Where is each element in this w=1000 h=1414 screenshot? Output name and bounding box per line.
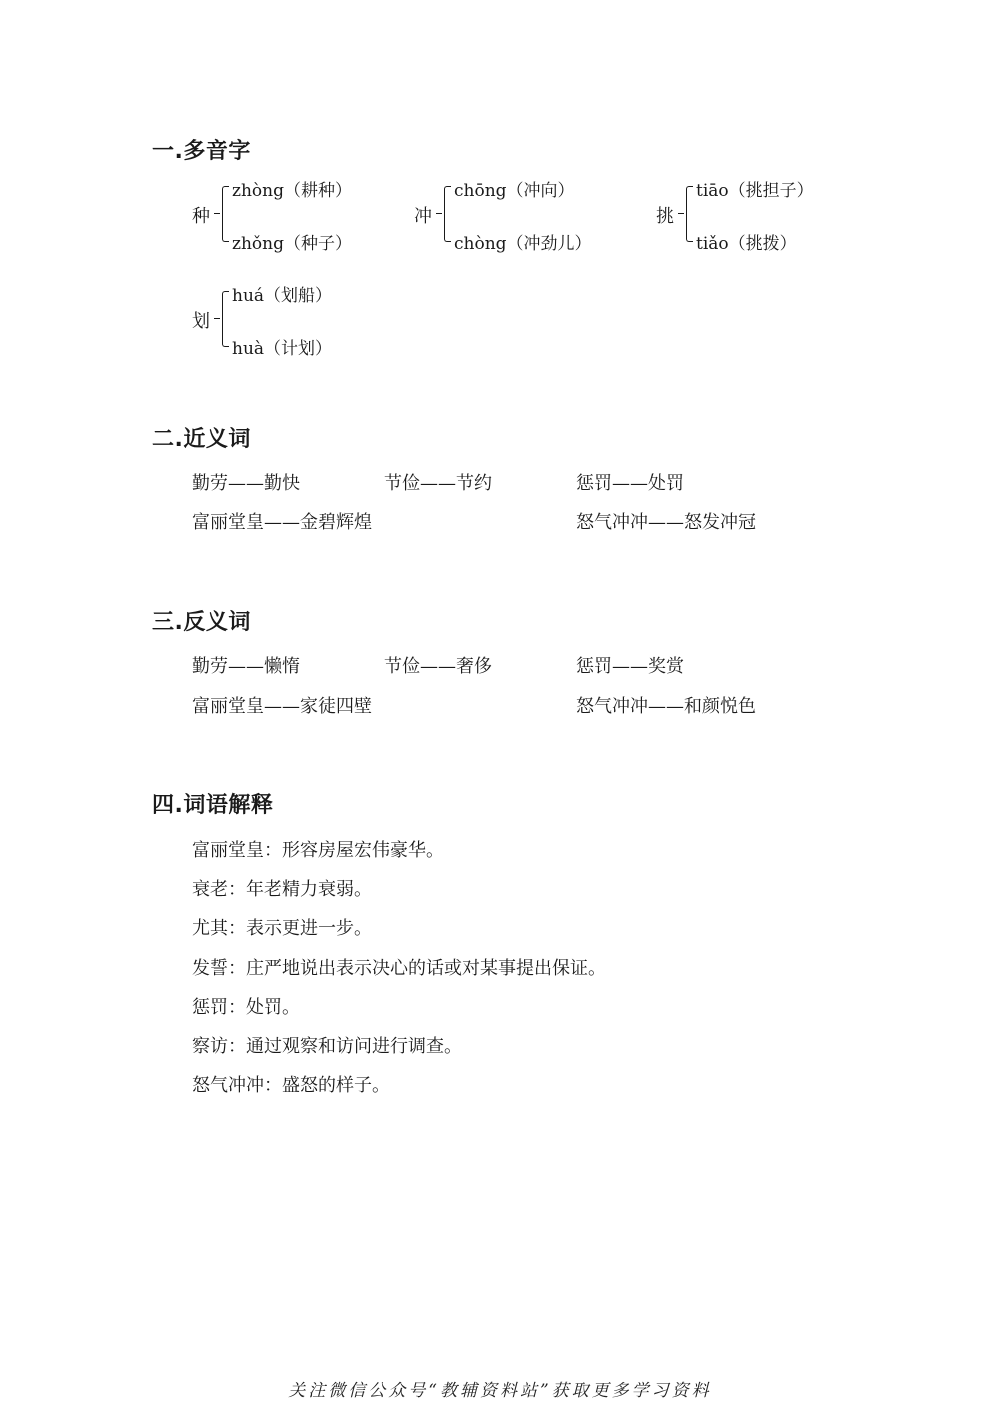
section-heading-polyphonic: 一.多音字 <box>152 139 251 164</box>
antonym-pair: 节俭——奢侈 <box>384 656 492 677</box>
bracket <box>222 291 229 347</box>
bracket-tick <box>214 318 220 319</box>
definition-item: 察访：通过观察和访问进行调查。 <box>192 1036 462 1057</box>
polyphonic-char: 划 <box>192 311 210 332</box>
antonym-pair: 惩罚——奖赏 <box>576 656 684 677</box>
synonym-pair: 勤劳——勤快 <box>192 473 300 494</box>
bracket-tick <box>436 213 442 214</box>
synonym-pair: 怒气冲冲——怒发冲冠 <box>576 512 756 533</box>
reading: zhǒng（种子） <box>232 234 352 254</box>
polyphonic-char: 种 <box>192 206 210 227</box>
reading: huá（划船） <box>232 286 333 306</box>
definition-item: 怒气冲冲：盛怒的样子。 <box>192 1075 390 1096</box>
bracket <box>444 186 451 242</box>
definition-item: 发誓：庄严地说出表示决心的话或对某事提出保证。 <box>192 958 606 979</box>
definition-item: 尤其：表示更进一步。 <box>192 918 372 939</box>
reading: chòng（冲劲儿） <box>454 234 592 254</box>
definition-item: 惩罚：处罚。 <box>192 997 300 1018</box>
reading: tiǎo（挑拨） <box>696 234 797 254</box>
bracket-tick <box>678 213 684 214</box>
polyphonic-char: 冲 <box>414 206 432 227</box>
bracket <box>686 186 693 242</box>
bracket <box>222 186 229 242</box>
antonym-pair: 怒气冲冲——和颜悦色 <box>576 696 756 717</box>
reading: tiāo（挑担子） <box>696 181 814 201</box>
synonym-pair: 惩罚——处罚 <box>576 473 684 494</box>
reading: chōng（冲向） <box>454 181 575 201</box>
section-heading-definitions: 四.词语解释 <box>152 793 274 818</box>
reading: zhòng（耕种） <box>232 181 352 201</box>
definition-item: 富丽堂皇：形容房屋宏伟豪华。 <box>192 840 444 861</box>
synonym-pair: 节俭——节约 <box>384 473 492 494</box>
synonym-pair: 富丽堂皇——金碧辉煌 <box>192 512 372 533</box>
antonym-pair: 勤劳——懒惰 <box>192 656 300 677</box>
footer-note: 关注微信公众号“教辅资料站”获取更多学习资料 <box>288 1381 712 1401</box>
polyphonic-char: 挑 <box>656 206 674 227</box>
antonym-pair: 富丽堂皇——家徒四壁 <box>192 696 372 717</box>
section-heading-antonyms: 三.反义词 <box>152 610 251 635</box>
definition-item: 衰老：年老精力衰弱。 <box>192 879 372 900</box>
bracket-tick <box>214 213 220 214</box>
reading: huà（计划） <box>232 339 333 359</box>
section-heading-synonyms: 二.近义词 <box>152 427 251 452</box>
